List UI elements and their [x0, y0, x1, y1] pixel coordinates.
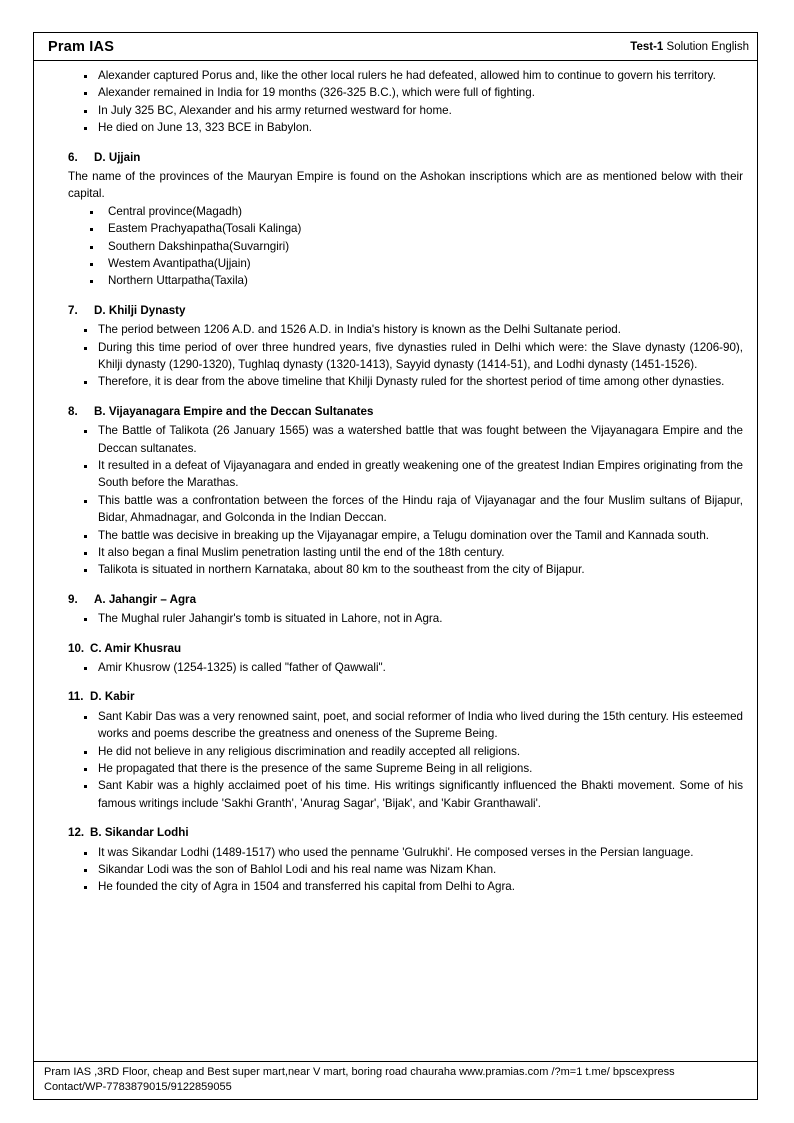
list-item: The battle was decisive in breaking up the Vijayanagar empire, a Telugu domination over the Tamil and Kannada south. — [46, 527, 745, 544]
list-item: It resulted in a defeat of Vijayanagara and ended in greatly weakening one of the greatest Indian Empires originating from the South before the Marathas. — [46, 457, 745, 492]
list-item: He did not believe in any religious discrimination and readily accepted all religions. — [46, 743, 745, 760]
list-item: Northern Uttarpatha(Taxila) — [46, 272, 745, 289]
section-number: 9. — [68, 592, 78, 606]
section-number: 6. — [68, 150, 78, 164]
list-item: Amir Khusrow (1254-1325) is called "father of Qawwali". — [46, 659, 745, 676]
footer-contact: Contact/WP-7783879015/9122859055 — [44, 1081, 232, 1094]
list-item: Sant Kabir was a highly acclaimed poet of his time. His writings significantly influenced the Bhakti movement. Some of his famous writings include 'Sakhi Granth', 'Anurag Sagar', 'Bijak', and 'Kabir Granthawali'. — [46, 777, 745, 812]
list-item: It was Sikandar Lodhi (1489-1517) who used the penname 'Gulrukhi'. He composed verses in the Persian language. — [46, 844, 745, 861]
section-bullet-list — [46, 422, 745, 579]
section-heading — [46, 303, 745, 319]
section-number: 11. — [68, 690, 84, 704]
section-number: 12. — [68, 826, 85, 840]
section-number: 8. — [68, 404, 78, 418]
section-bullet-list — [46, 708, 745, 812]
list-item: The period between 1206 A.D. and 1526 A.D. in India's history is known as the Delhi Sultanate period. — [46, 321, 745, 338]
list-item: He died on June 13, 323 BCE in Babylon. — [46, 119, 745, 136]
list-item: The Battle of Talikota (26 January 1565) was a watershed battle that was fought between the Vijayanagara Empire and the Deccan sultanates. — [46, 422, 745, 457]
list-item: This battle was a confrontation between the forces of the Hindu raja of Vijayanagar and the four Muslim sultans of Bijapur, Bidar, Ahmadnagar, and Golconda in the Indian Deccan. — [46, 492, 745, 527]
section-9 — [46, 592, 745, 628]
section-title: D. Ujjain — [94, 150, 141, 164]
footer-address: Pram IAS ,3RD Floor, cheap and Best super mart,near V mart, boring road chauraha www.pramias.com /?m=1 t.me/ bpscexpress — [44, 1065, 675, 1078]
document-body — [34, 61, 757, 1066]
test-suffix: Solution English — [663, 40, 749, 53]
test-number: Test-1 — [630, 40, 664, 53]
list-item: The Mughal ruler Jahangir's tomb is situated in Lahore, not in Agra. — [46, 610, 745, 627]
list-item: Central province(Magadh) — [46, 203, 745, 220]
list-item: He founded the city of Agra in 1504 and transferred his capital from Delhi to Agra. — [46, 878, 745, 895]
list-item: Talikota is situated in northern Karnataka, about 80 km to the southeast from the city of Bijapur. — [46, 561, 745, 578]
section-heading — [46, 641, 745, 657]
section-heading — [46, 592, 745, 608]
section-11 — [46, 689, 745, 812]
section-title: D. Khilji Dynasty — [94, 303, 186, 317]
section-title: B. Vijayanagara Empire and the Deccan Sultanates — [94, 404, 374, 418]
list-item: Sant Kabir Das was a very renowned saint, poet, and social reformer of India who lived during the 15th century. His esteemed works and poems describe the greatness and oneness of the Supreme Being. — [46, 708, 745, 743]
section-heading — [46, 825, 745, 841]
list-item: Southern Dakshinpatha(Suvarngiri) — [46, 238, 745, 255]
section-10 — [46, 641, 745, 677]
list-item: It also began a final Muslim penetration lasting until the end of the 18th century. — [46, 544, 745, 561]
section-paragraph: The name of the provinces of the Mauryan Empire is found on the Ashokan inscriptions which are as mentioned below with their capital. — [68, 170, 743, 201]
list-item: Alexander captured Porus and, like the other local rulers he had defeated, allowed him to continue to govern his territory. — [46, 67, 745, 84]
section-bullet-list — [46, 844, 745, 896]
section-bullet-list — [46, 203, 745, 290]
section-bullet-list — [46, 321, 745, 391]
intro-bullet-list — [46, 67, 745, 137]
brand-title: Pram IAS — [48, 38, 115, 55]
list-item: Therefore, it is dear from the above timeline that Khilji Dynasty ruled for the shortest period of time among other dynasties. — [46, 373, 745, 390]
section-heading — [46, 689, 745, 705]
document-page — [33, 32, 758, 1100]
list-item: In July 325 BC, Alexander and his army returned westward for home. — [46, 102, 745, 119]
list-item: He propagated that there is the presence of the same Supreme Being in all religions. — [46, 760, 745, 777]
section-title: B. Sikandar Lodhi — [90, 826, 189, 840]
section-title: A. Jahangir – Agra — [94, 592, 197, 606]
section-12 — [46, 825, 745, 896]
list-item: Westem Avantipatha(Ujjain) — [46, 255, 745, 272]
section-bullet-list — [46, 610, 745, 627]
header-test-label — [630, 41, 749, 53]
section-heading — [46, 404, 745, 420]
section-7 — [46, 303, 745, 391]
section-number: 7. — [68, 303, 78, 317]
document-header — [34, 33, 757, 61]
document-footer — [34, 1061, 757, 1099]
list-item: Sikandar Lodi was the son of Bahlol Lodi and his real name was Nizam Khan. — [46, 861, 745, 878]
section-bullet-list — [46, 659, 745, 676]
section-6 — [46, 150, 745, 290]
list-item: Alexander remained in India for 19 months (326-325 B.C.), which were full of fighting. — [46, 84, 745, 101]
section-title: C. Amir Khusrau — [90, 641, 182, 655]
section-number: 10. — [68, 641, 85, 655]
list-item: Eastem Prachyapatha(Tosali Kalinga) — [46, 220, 745, 237]
section-8 — [46, 404, 745, 579]
section-title: D. Kabir — [90, 690, 135, 704]
list-item: During this time period of over three hundred years, five dynasties ruled in Delhi which were: the Slave dynasty (1206-90), Khilji dynasty (1290-1320), Tughlaq dynasty (1320-1413), Sayyid dynasty (1414-51), and Lodhi dynasty (1451-1526). — [46, 339, 745, 374]
section-heading — [46, 150, 745, 166]
